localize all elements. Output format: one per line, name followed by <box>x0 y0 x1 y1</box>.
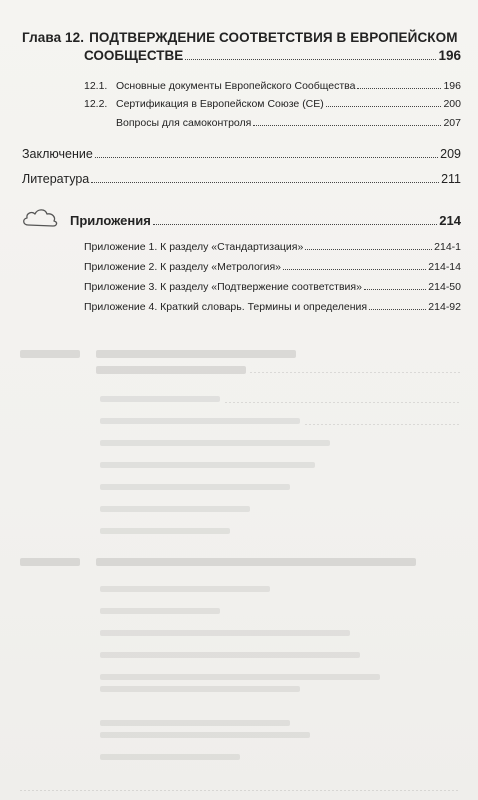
dot-leader <box>305 249 432 250</box>
appendix-title: Приложения <box>70 213 151 228</box>
toc-section-row <box>84 98 461 110</box>
major-page: 209 <box>440 147 461 161</box>
major-title: Литература <box>22 172 90 186</box>
major-title: Заключение <box>22 147 93 161</box>
dot-leader <box>95 157 438 158</box>
bleed-through-texture <box>0 320 478 800</box>
dot-leader <box>326 106 442 107</box>
dot-leader <box>185 59 436 60</box>
section-page: 207 <box>443 117 461 129</box>
toc-major-row <box>22 172 461 186</box>
appendix-item-title: Приложение 4. Краткий словарь. Термины и определения <box>84 301 368 313</box>
section-number: 12.2. <box>84 98 108 110</box>
section-number: 12.1. <box>84 80 108 92</box>
dot-leader <box>283 269 426 270</box>
section-title: Сертификация в Европейском Союзе (CE) <box>116 98 324 110</box>
appendix-item-row <box>84 241 461 253</box>
chapter-title-line2-row <box>84 48 461 63</box>
dot-leader <box>364 289 426 290</box>
appendix-heading-row <box>70 213 461 228</box>
section-title: Основные документы Европейского Сообщества <box>116 80 356 92</box>
appendix-item-title: Приложение 3. К разделу «Подтвержение соответствия» <box>84 281 362 293</box>
appendix-page: 214 <box>439 213 461 228</box>
toc-section-row <box>116 117 461 129</box>
major-page: 211 <box>441 172 461 186</box>
appendix-item-page: 214-92 <box>428 301 461 313</box>
appendix-item-title: Приложение 2. К разделу «Метрология» <box>84 261 282 273</box>
dot-leader <box>253 125 441 126</box>
appendix-item-row <box>84 281 461 293</box>
dot-leader <box>91 182 439 183</box>
dot-leader <box>357 88 441 89</box>
dot-leader <box>153 224 437 225</box>
appendix-item-row <box>84 261 461 273</box>
chapter-page: 196 <box>438 48 461 63</box>
section-page: 196 <box>443 80 461 92</box>
appendix-item-page: 214-14 <box>428 261 461 273</box>
appendix-item-page: 214-50 <box>428 281 461 293</box>
dot-leader <box>369 309 426 310</box>
appendix-item-title: Приложение 1. К разделу «Стандартизация» <box>84 241 304 253</box>
chapter-title-line2: СООБЩЕСТВЕ <box>84 48 184 63</box>
toc-major-row <box>22 147 461 161</box>
cloud-icon <box>20 205 60 229</box>
appendix-item-row <box>84 301 461 313</box>
toc-section-row <box>84 80 461 92</box>
section-page: 200 <box>443 98 461 110</box>
section-title: Вопросы для самоконтроля <box>116 117 252 129</box>
appendix-item-page: 214-1 <box>434 241 461 253</box>
chapter-title <box>22 30 458 45</box>
chapter-title-line1: ПОДТВЕРЖДЕНИЕ СООТВЕТСТВИЯ В ЕВРОПЕЙСКОМ <box>89 30 458 45</box>
chapter-label: Глава 12. <box>22 30 85 45</box>
